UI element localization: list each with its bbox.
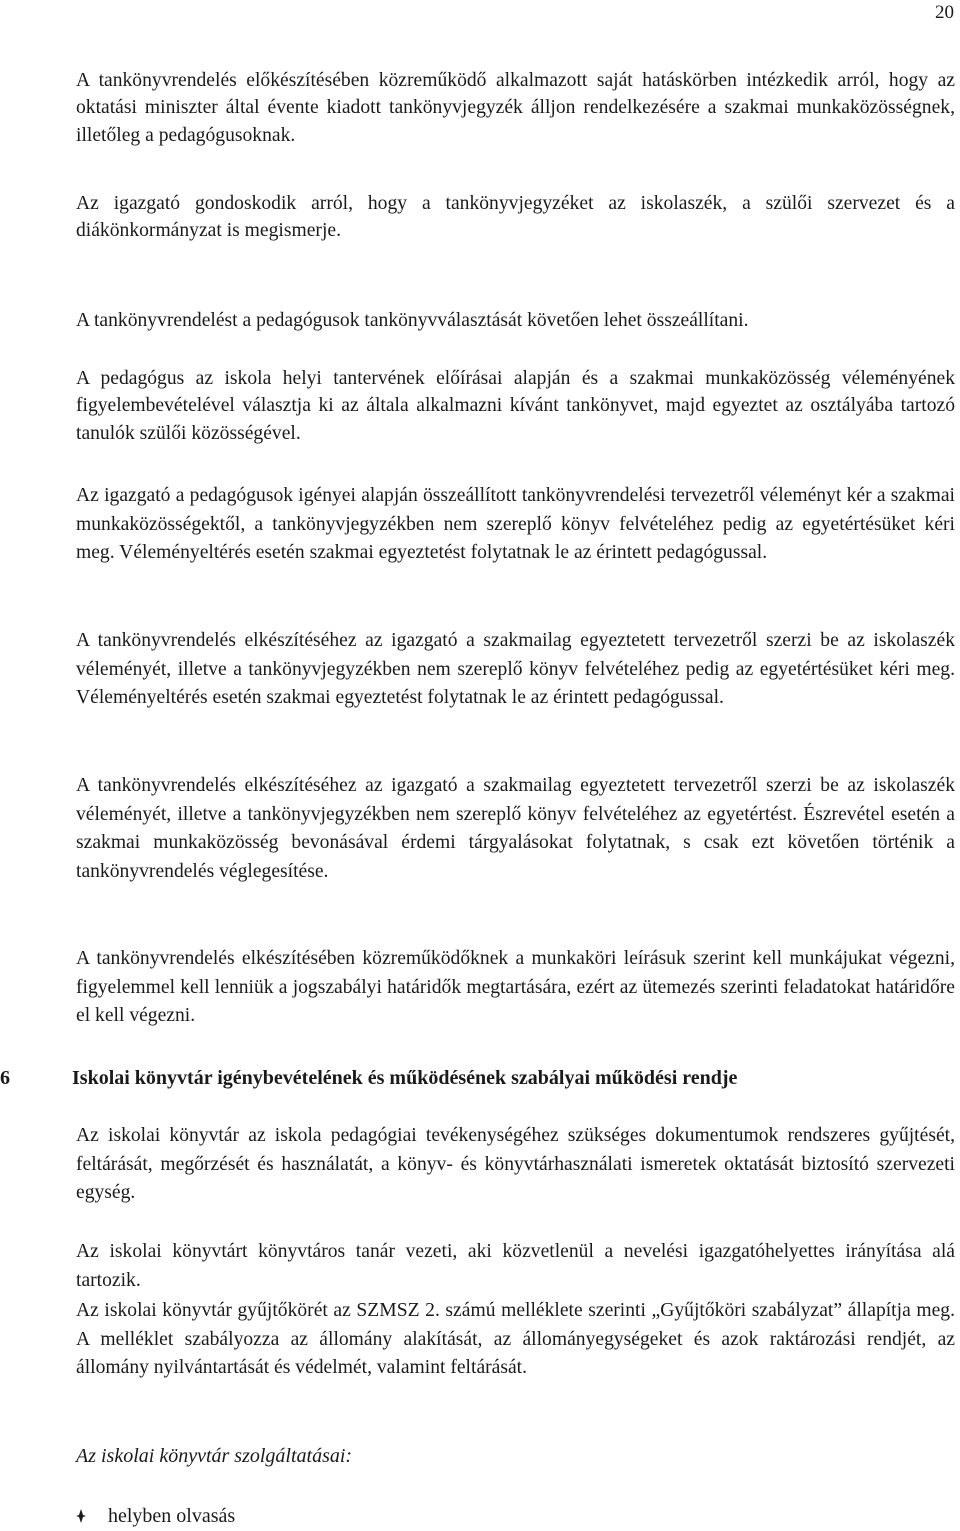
section-paragraph-2: Az iskolai könyvtárt könyvtáros tanár vezeti, aki közvetlenül a nevelési igazgatóhelyettes irányítása alá tartozik.	[76, 1241, 955, 1291]
section-paragraph-3: Az iskolai könyvtár gyűjtőkörét az SZMSZ 2. számú melléklete szerinti „Gyűjtőköri szabályzat” állapítja meg. A melléklet szabályozza az állomány alakítását, az állományegységeket és azok raktározási rendjét, az állomány nyilvántartását és védelmét, valamint feltárását.	[76, 1300, 955, 1378]
paragraph-6: A tankönyvrendelés elkészítéséhez az igazgató a szakmailag egyeztetett tervezetről szerzi be az iskolaszék véleményét, illetve a tankönyvjegyzékben nem szereplő könyv felvételéhez pedig az egyetértésüket kéri meg. Véleményeltérés esetén szakmai egyeztetést folytatnak le az érintett pedagógussal.	[76, 630, 955, 708]
paragraph-8: A tankönyvrendelés elkészítésében közreműködőknek a munkaköri leírásuk szerint kell munkájukat végezni, figyelemmel kell lenniük a jogszabályi határidők megtartására, ezért az ütemezés szerinti feladatokat határidőre el kell végezni.	[76, 948, 955, 1026]
section-paragraph-1: Az iskolai könyvtár az iskola pedagógiai tevékenységéhez szükséges dokumentumok rendszeres gyűjtését, feltárását, megőrzését és használatát, a könyv- és könyvtárhasználati ismeretek oktatását biztosító szervezeti egység.	[76, 1125, 955, 1203]
paragraph-7: A tankönyvrendelés elkészítéséhez az igazgató a szakmailag egyeztetett tervezetről szerzi be az iskolaszék véleményét, illetve a tankönyvjegyzékben nem szereplő könyv felvételéhez az egyetértést. Észrevétel esetén a szakmai munkaközösség bevonásával érdemi tárgyalásokat folytatnak, s csak ezt követően történik a tankönyvrendelés véglegesítése.	[76, 775, 955, 882]
diamond-bullet-icon	[76, 1509, 86, 1523]
section-title: Iskolai könyvtár igénybevételének és működésének szabályai működési rendje	[72, 1067, 738, 1089]
section-number: 6	[0, 1067, 10, 1089]
paragraph-2: Az igazgató gondoskodik arról, hogy a tankönyvjegyzéket az iskolaszék, a szülői szervezet és a diákönkormányzat is megismerje.	[76, 193, 955, 242]
paragraph-4: A pedagógus az iskola helyi tantervének előírásai alapján és a szakmai munkaközösség véleményének figyelembevételével választja ki az általa alkalmazni kívánt tankönyvet, majd egyeztet az osztályába tartozó tanulók szülői közösségével.	[76, 368, 955, 444]
list-item	[76, 1502, 235, 1530]
services-heading: Az iskolai könyvtár szolgáltatásai:	[76, 1445, 353, 1467]
paragraph-1: A tankönyvrendelés előkészítésében közreműködő alkalmazott saját hatáskörben intézkedik arról, hogy az oktatási miniszter által évente kiadott tankönyvjegyzék álljon rendelkezésére a szakmai munkaközösségnek, illetőleg a pedagógusoknak.	[76, 70, 955, 146]
paragraph-3: A tankönyvrendelést a pedagógusok tankönyvválasztását követően lehet összeállítani.	[76, 310, 749, 331]
paragraph-5: Az igazgató a pedagógusok igényei alapján összeállított tankönyvrendelési tervezetről véleményt kér a szakmai munkaközösségektől, a tankönyvjegyzékben nem szereplő könyv felvételéhez pedig az egyetértésüket kéri meg. Véleményeltérés esetén szakmai egyeztetést folytatnak le az érintett pedagógussal.	[76, 485, 955, 563]
page-number: 20	[935, 2, 954, 23]
list-item-label: helyben olvasás	[108, 1505, 236, 1527]
